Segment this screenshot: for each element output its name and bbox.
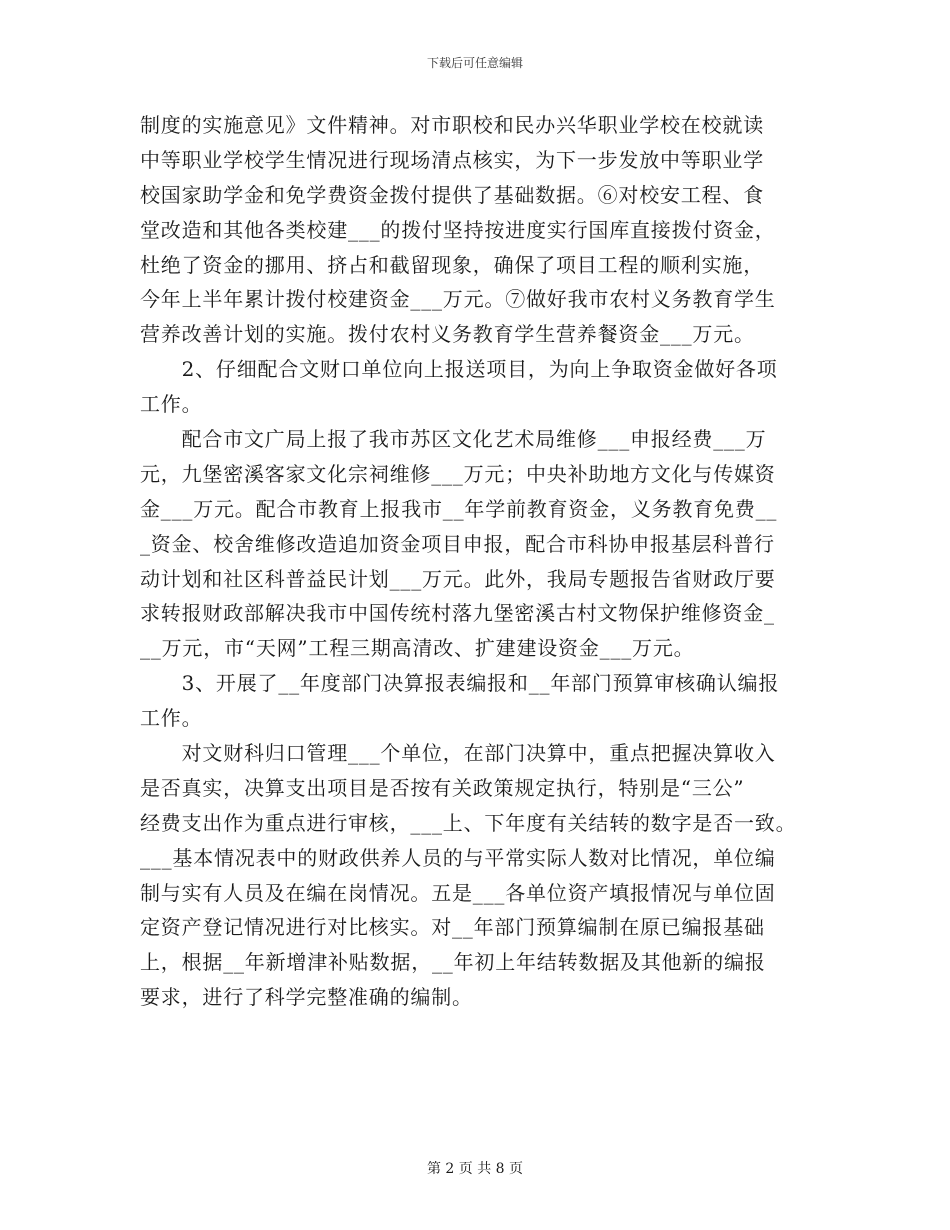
document-body	[140, 108, 812, 1015]
body-line: 要求，进行了科学完整准确的编制。	[140, 985, 473, 1010]
body-line: 定资产登记情况进行对比核实。对__年部门预算编制在原已编报基础	[140, 915, 765, 940]
body-line: 中等职业学校学生情况进行现场清点核实，为下一步发放中等职业学	[140, 147, 764, 172]
body-line: 制度的实施意见》文件精神。对市职校和民办兴华职业学校在校就读	[140, 113, 764, 137]
section-heading-line: 3、开展了__年度部门决算报表编报和__年部门预算审核确认编报	[140, 671, 780, 696]
body-line: _资金、校舍维修改造追加资金项目申报，配合市科协申报基层科普行	[140, 531, 775, 556]
body-line: 堂改造和其他各类校建___的拨付坚持按进度实行国库直接拨付资金，	[140, 217, 776, 242]
body-line: 是否真实，决算支出项目是否按有关政策规定执行，特别是“三公”	[140, 775, 745, 800]
page-number: 第 2 页 共 8 页	[426, 1161, 524, 1177]
body-line: __万元，市“天网”工程三期高清改、扩建建设资金___万元。	[140, 636, 695, 661]
body-line: 杜绝了资金的挪用、挤占和截留现象，确保了项目工程的顺利实施，	[140, 252, 764, 277]
body-line: 求转报财政部解决我市中国传统村落九堡密溪古村文物保护维修资金_	[140, 601, 775, 626]
body-line: ___基本情况表中的财政供养人员的与平常实际人数对比情况，单位编	[140, 845, 776, 870]
section-heading-line: 工作。	[140, 706, 203, 731]
page-header: 下载后可任意编辑	[426, 56, 523, 70]
section-heading-line: 工作。	[140, 392, 203, 417]
body-line: 对文财科归口管理___个单位，在部门决算中，重点把握决算收入	[140, 741, 776, 766]
body-line: 制与实有人员及在编在岗情况。五是___各单位资产填报情况与单位固	[140, 880, 776, 905]
body-line: 上，根据__年新增津补贴数据，__年初上年结转数据及其他新的编报	[140, 950, 766, 975]
body-line: 动计划和社区科普益民计划___万元。此外，我局专题报告省财政厅要	[140, 566, 776, 591]
body-line: 配合市文广局上报了我市苏区文化艺术局维修___申报经费___万	[140, 427, 767, 452]
body-line: 金___万元。配合市教育上报我市__年学前教育资金，义务教育免费__	[140, 496, 778, 521]
body-line: 经费支出作为重点进行审核，___上、下年度有关结转的数字是否一致。	[140, 810, 797, 835]
body-line: 营养改善计划的实施。拨付农村义务教育学生营养餐资金___万元。	[140, 322, 755, 347]
section-heading-line: 2、仔细配合文财口单位向上报送项目，为向上争取资金做好各项	[140, 357, 778, 382]
body-line: 今年上半年累计拨付校建资金___万元。⑦做好我市农村义务教育学生	[140, 287, 776, 312]
body-line: 校国家助学金和免学费资金拨付提供了基础数据。⑥对校安工程、食	[140, 182, 764, 207]
body-line: 元，九堡密溪客家文化宗祠维修___万元；中央补助地方文化与传媒资	[140, 461, 776, 486]
